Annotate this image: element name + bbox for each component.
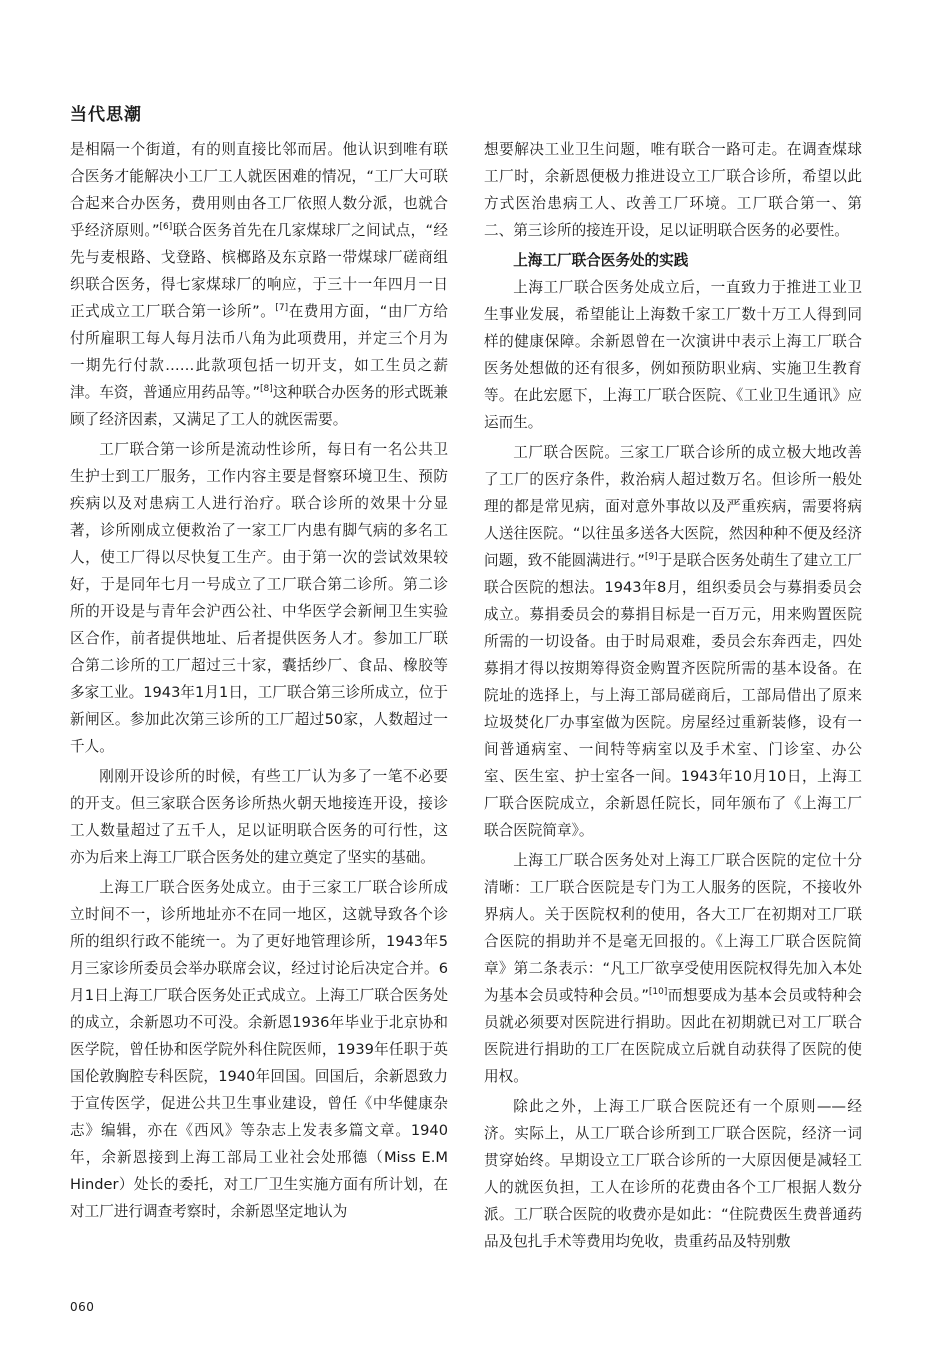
text-run: 在费用方面，“由厂方给付所雇职工每人每月法币八角为此项费用，并定三个月为一期先行付款……此款项包括一切开支，如工生员之薪津。车资，普通应用药品等。” [70, 303, 449, 401]
text-run: 联合医务首先在几家煤球厂之间试点，“经先与麦根路、戈登路、槟榔路及东京路一带煤球厂磋商组织联合医务，得七家煤球厂的响应，于三十一年四月一日正式成立工厂联合第一诊所”。 [70, 222, 448, 320]
citation-ref: [7] [275, 303, 289, 314]
paragraph [484, 439, 862, 844]
paragraph: 上海工厂联合医务处成立。由于三家工厂联合诊所成立时间不一，诊所地址亦不在同一地区，这就导致各个诊所的组织行政不能统一。为了更好地管理诊所，1943年5月三家诊所委员会举办联席会议，经过讨论后决定合并。6月1日上海工厂联合医务处正式成立。上海工厂联合医务处的成立，余新恩功不可没。余新恩1936年毕业于北京协和医学院，曾任协和医学院外科住院医师，1939年任职于英国伦敦胸腔专科医院，1940年回国。回国后，余新恩致力于宣传医学，促进公共卫生事业建设，曾任《中华健康杂志》编辑，亦在《西风》等杂志上发表多篇文章。1940年，余新恩接到上海工部局工业社会处邢德（Miss E.M Hinder）处长的委托，对工厂卫生实施方面有所计划，在对工厂进行调查考察时，余新恩坚定地认为 [70, 879, 448, 1220]
paragraph [484, 847, 862, 1090]
paragraph: 除此之外，上海工厂联合医院还有一个原则——经济。实际上，从工厂联合诊所到工厂联合医院，经济一词贯穿始终。早期设立工厂联合诊所的一大原因便是减轻工人的就医负担，工人在诊所的花费由各个工厂根据人数分派。工厂联合医院的收费亦是如此：“住院费医生费普通药品及包扎手术等费用均免收，贵重药品及特别敷 [484, 1098, 862, 1250]
citation-ref: [6] [159, 222, 173, 233]
text-run: 而想要成为基本会员或特种会员就必须要对医院进行捐助。因此在初期就已对工厂联合医院进行捐助的工厂在医院成立后就自动获得了医院的使用权。 [484, 987, 862, 1085]
page-number: 060 [70, 1300, 95, 1314]
text-run: 工厂联合医院。三家工厂联合诊所的成立极大地改善了工厂的医疗条件，救治病人超过数万名。但诊所一般处理的都是常见病，面对意外事故以及严重疾病，需要将病人送往医院。“以往虽多送各大医院，然因种种不便及经济问题，致不能圆满进行。” [484, 444, 862, 569]
text-run: 于是联合医务处萌生了建立工厂联合医院的想法。1943年8月，组织委员会与募捐委员会成立。募捐委员会的募捐目标是一百万元，用来购置医院所需的一切设备。由于时局艰难，委员会东奔西走，四处募捐才得以按期筹得资金购置齐医院所需的基本设备。在院址的选择上，与上海工部局磋商后，工部局借出了原来垃圾焚化厂办事室做为医院。房屋经过重新装修，设有一间普通病室、一间特等病室以及手术室、门诊室、办公室、医生室、护士室各一间。1943年10月10日，上海工厂联合医院成立，余新恩任院长，同年颁布了《上海工厂联合医院简章》。 [484, 552, 862, 839]
text-run: 上海工厂联合医务处对上海工厂联合医院的定位十分清晰：工厂联合医院是专门为工人服务的医院，不接收外界病人。关于医院权利的使用，各大工厂在初期对工厂联合医院的捐助并不是毫无回报的。《上海工厂联合医院简章》第二条表示：“凡工厂欲享受使用医院权得先加入本处为基本会员或特种会员。” [484, 852, 862, 1004]
section-heading: 上海工厂联合医务处的实践 [513, 252, 689, 269]
left-column [70, 136, 448, 1228]
citation-ref: [9] [644, 552, 658, 563]
text-run: 这种联合办医务的形式既兼顾了经济因素，又满足了工人的就医需要。 [70, 384, 448, 428]
section-header: 当代思潮 [70, 105, 142, 125]
text-run: 是相隔一个街道，有的则直接比邻而居。他认识到唯有联合医务才能解决小工厂工人就医困难的情况，“工厂大可联合起来合办医务，费用则由各工厂依照人数分派，也就合乎经济原则。” [70, 141, 448, 239]
citation-ref: [10] [648, 987, 668, 998]
paragraph: 想要解决工业卫生问题，唯有联合一路可走。在调查煤球工厂时，余新恩便极力推进设立工厂联合诊所，希望以此方式医治患病工人、改善工厂环境。工厂联合第一、第二、第三诊所的接连开设，足以证明联合医务的必要性。 [484, 141, 862, 239]
paragraph: 刚刚开设诊所的时候，有些工厂认为多了一笔不必要的开支。但三家联合医务诊所热火朝天地接连开设，接诊工人数量超过了五千人，足以证明联合医务的可行性，这亦为后来上海工厂联合医务处的建立奠定了坚实的基础。 [70, 768, 448, 866]
right-column [484, 136, 862, 1258]
paragraph [70, 136, 448, 433]
citation-ref: [8] [260, 384, 273, 395]
paragraph: 上海工厂联合医务处成立后，一直致力于推进工业卫生事业发展，希望能让上海数千家工厂数十万工人得到同样的健康保障。余新恩曾在一次演讲中表示上海工厂联合医务处想做的还有很多，例如预防职业病、实施卫生教育等。在此宏愿下，上海工厂联合医院、《工业卫生通讯》应运而生。 [484, 279, 862, 431]
paragraph: 工厂联合第一诊所是流动性诊所，每日有一名公共卫生护士到工厂服务，工作内容主要是督察环境卫生、预防疾病以及对患病工人进行治疗。联合诊所的效果十分显著，诊所刚成立便救治了一家工厂内患有脚气病的多名工人，使工厂得以尽快复工生产。由于第一次的尝试效果较好，于是同年七月一号成立了工厂联合第二诊所。第二诊所的开设是与青年会沪西公社、中华医学会新闸卫生实验区合作，前者提供地址、后者提供医务人才。参加工厂联合第二诊所的工厂超过三十家，囊括纱厂、食品、橡胶等多家工业。1943年1月1日，工厂联合第三诊所成立，位于新闸区。参加此次第三诊所的工厂超过50家，人数超过一千人。 [70, 441, 448, 755]
